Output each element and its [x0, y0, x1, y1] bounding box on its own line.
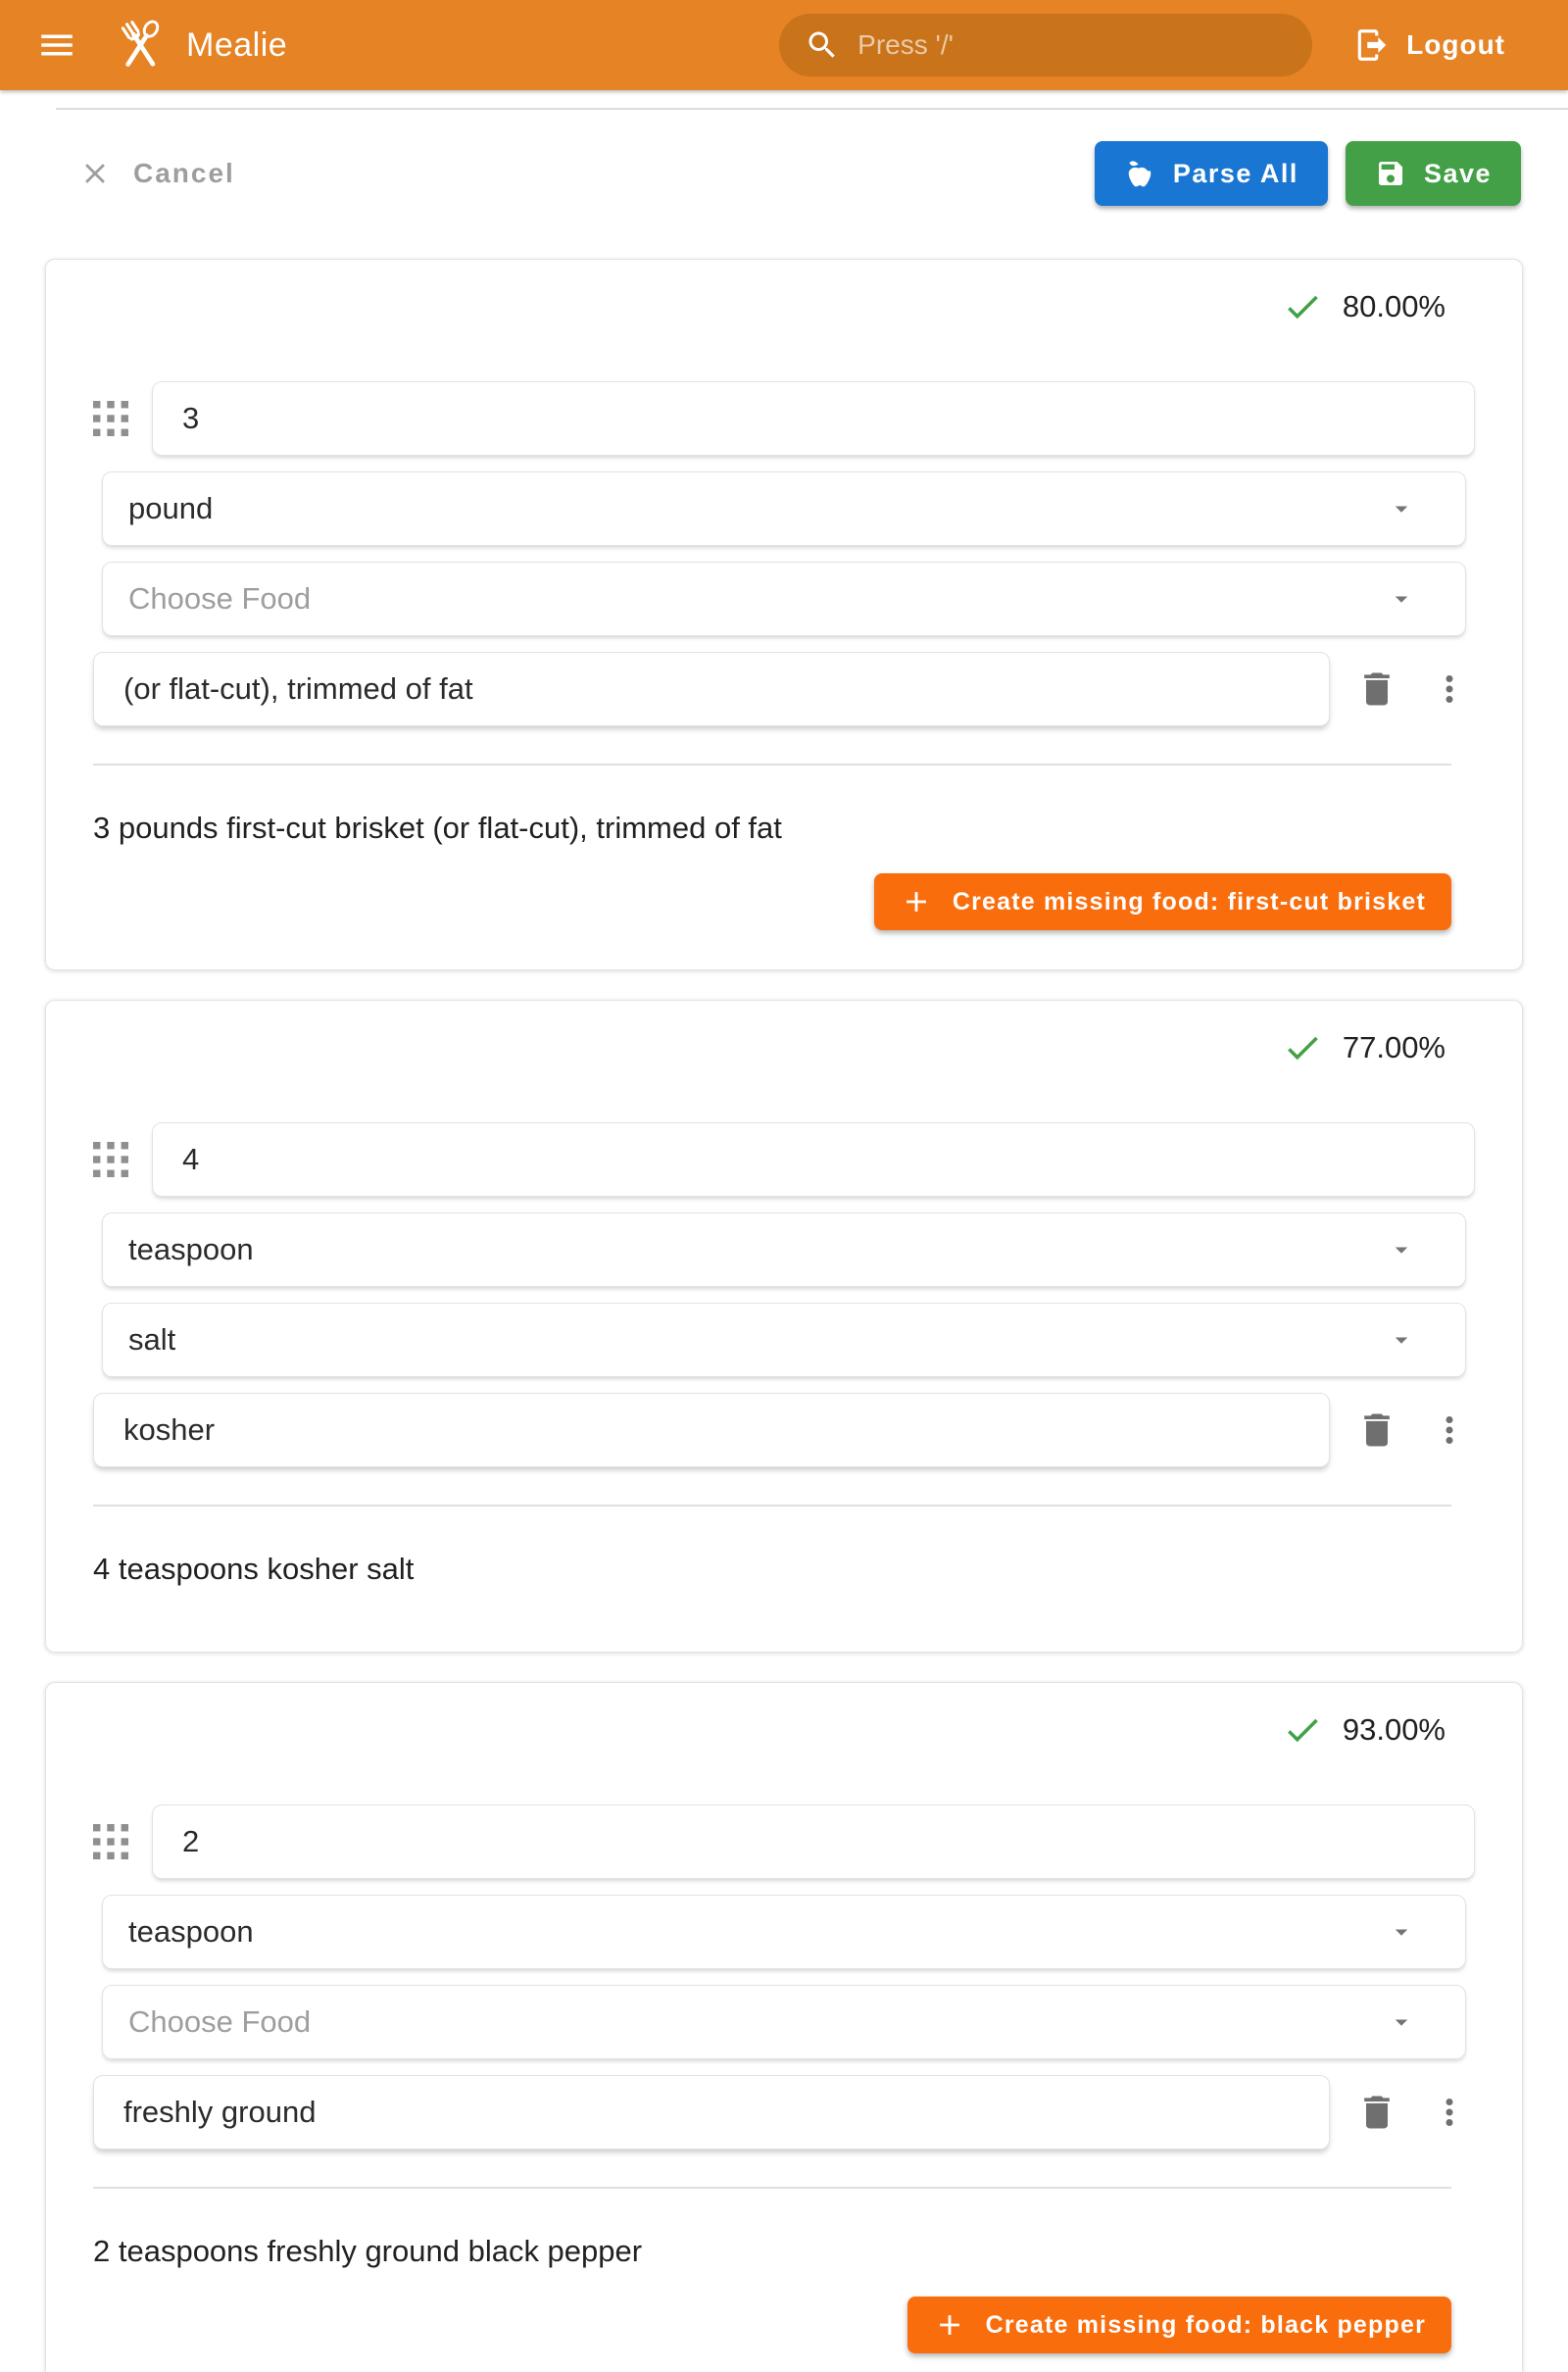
save-label: Save	[1423, 158, 1492, 188]
quantity-input[interactable]	[152, 1804, 1475, 1879]
kebab-menu-button[interactable]	[1424, 664, 1475, 715]
unit-value: teaspoon	[128, 1914, 254, 1949]
apple-icon	[1124, 158, 1155, 189]
create-missing-food-label: Create missing food: black pepper	[985, 2310, 1426, 2339]
food-value: salt	[128, 1322, 176, 1357]
original-ingredient-text: 2 teaspoons freshly ground black pepper	[93, 2234, 643, 2268]
cancel-label: Cancel	[133, 158, 235, 188]
food-value: Choose Food	[128, 2004, 312, 2039]
chevron-down-icon	[1387, 1235, 1416, 1264]
card-divider	[93, 2187, 1451, 2189]
ingredient-parser-results	[0, 206, 1568, 2372]
chevron-down-icon	[1387, 584, 1416, 614]
note-input[interactable]	[93, 652, 1330, 726]
logout-label: Logout	[1406, 29, 1505, 60]
parse-all-label: Parse All	[1172, 158, 1298, 188]
quantity-input[interactable]	[152, 1122, 1475, 1197]
logout-icon	[1353, 26, 1391, 64]
hamburger-icon	[36, 25, 77, 66]
chevron-down-icon	[1387, 2007, 1416, 2037]
confidence-row	[93, 1710, 1475, 1750]
kebab-menu-button[interactable]	[1424, 2087, 1475, 2138]
plus-icon	[933, 2308, 966, 2342]
food-select[interactable]	[102, 1985, 1466, 2059]
quantity-input[interactable]	[152, 381, 1475, 456]
chevron-down-icon	[1387, 1325, 1416, 1355]
check-icon	[1282, 286, 1323, 327]
parse-all-button[interactable]	[1095, 141, 1328, 206]
kebab-icon	[1429, 668, 1470, 710]
food-value: Choose Food	[128, 581, 312, 616]
search-placeholder: Press '/'	[858, 29, 954, 60]
trash-icon	[1355, 1408, 1398, 1452]
food-select[interactable]	[102, 562, 1466, 636]
check-icon	[1282, 1709, 1323, 1751]
delete-button[interactable]	[1351, 2087, 1402, 2138]
drag-handle[interactable]	[93, 1824, 128, 1859]
confidence-value: 80.00%	[1342, 289, 1446, 323]
close-icon	[78, 157, 112, 190]
drag-handle[interactable]	[93, 401, 128, 436]
plus-icon	[900, 885, 933, 918]
card-divider	[93, 764, 1451, 766]
note-input[interactable]	[93, 2075, 1330, 2150]
unit-value: pound	[128, 491, 214, 525]
parser-toolbar	[0, 110, 1568, 206]
trash-icon	[1355, 2091, 1398, 2134]
kebab-icon	[1429, 2092, 1470, 2133]
unit-value: teaspoon	[128, 1232, 254, 1266]
note-input[interactable]	[93, 1393, 1330, 1467]
check-icon	[1282, 1027, 1323, 1068]
delete-button[interactable]	[1351, 664, 1402, 715]
delete-button[interactable]	[1351, 1405, 1402, 1456]
original-ingredient-text: 3 pounds first-cut brisket (or flat-cut), trimmed of fat	[93, 811, 782, 845]
original-ingredient-text: 4 teaspoons kosher salt	[93, 1552, 415, 1586]
logout-button[interactable]	[1353, 26, 1505, 64]
unit-select[interactable]	[102, 471, 1466, 546]
unit-select[interactable]	[102, 1895, 1466, 1969]
chevron-down-icon	[1387, 1917, 1416, 1947]
kebab-menu-button[interactable]	[1424, 1405, 1475, 1456]
ingredient-card	[45, 1000, 1523, 1653]
kebab-icon	[1429, 1409, 1470, 1451]
unit-select[interactable]	[102, 1212, 1466, 1287]
drag-icon	[93, 1142, 128, 1177]
chevron-down-icon	[1387, 494, 1416, 523]
app-bar	[0, 0, 1568, 90]
confidence-value: 93.00%	[1342, 1712, 1446, 1747]
save-button[interactable]	[1346, 141, 1521, 206]
drag-handle[interactable]	[93, 1142, 128, 1177]
drag-icon	[93, 1824, 128, 1859]
confidence-row	[93, 287, 1475, 326]
hamburger-menu-button[interactable]	[35, 24, 78, 67]
mealie-logo-icon	[112, 17, 169, 74]
drag-icon	[93, 401, 128, 436]
create-missing-food-button[interactable]	[907, 2297, 1451, 2353]
confidence-row	[93, 1028, 1475, 1067]
create-missing-food-button[interactable]	[874, 873, 1451, 930]
create-missing-food-label: Create missing food: first-cut brisket	[952, 887, 1426, 915]
search-icon	[805, 27, 840, 63]
food-select[interactable]	[102, 1303, 1466, 1377]
app-title: Mealie	[186, 25, 288, 64]
save-icon	[1375, 158, 1406, 189]
search-input[interactable]	[779, 14, 1312, 76]
ingredient-card	[45, 259, 1523, 970]
confidence-value: 77.00%	[1342, 1030, 1446, 1064]
trash-icon	[1355, 667, 1398, 711]
card-divider	[93, 1505, 1451, 1507]
cancel-button[interactable]	[78, 157, 235, 190]
ingredient-card	[45, 1682, 1523, 2372]
